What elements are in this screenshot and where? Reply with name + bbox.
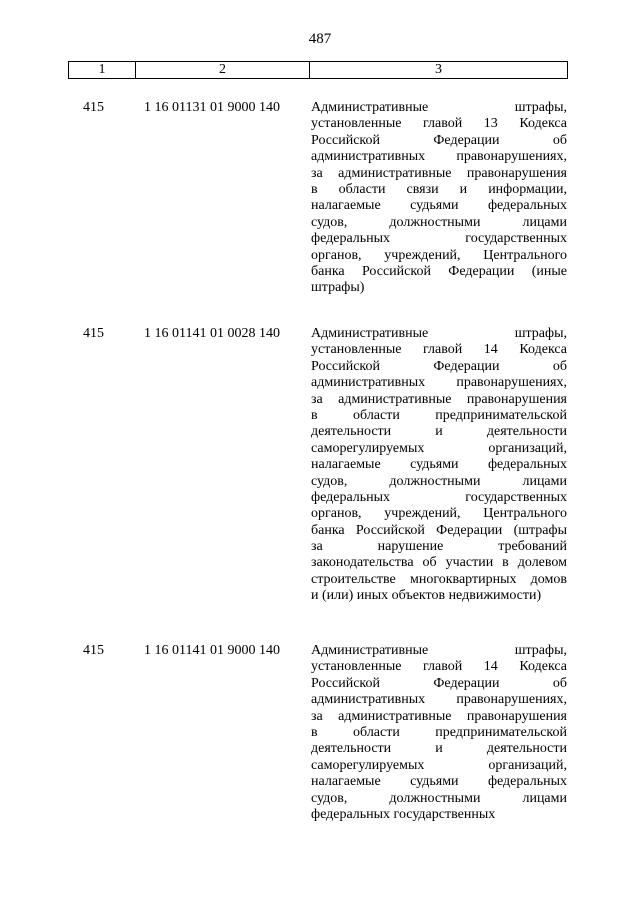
description-line: федеральных государственных bbox=[311, 806, 496, 822]
description-line: федеральных государственных bbox=[311, 489, 567, 505]
header-col-3: 3 bbox=[309, 62, 567, 78]
description-line: Административные штрафы, bbox=[311, 100, 567, 115]
description-line: в области связи и информации, bbox=[311, 181, 567, 197]
description-line: за административные правонарушения bbox=[311, 165, 567, 181]
description-line: и (или) иных объектов недвижимости) bbox=[311, 588, 542, 604]
revenue-code: 1 16 01141 01 0028 140 bbox=[144, 326, 280, 341]
table-header bbox=[68, 61, 568, 79]
description-line: налагаемые судьями федеральных bbox=[311, 198, 567, 214]
description-line: судов, должностными лицами bbox=[311, 790, 567, 806]
description-line: административных правонарушениях, bbox=[311, 692, 567, 708]
revenue-description bbox=[311, 100, 567, 297]
description-line: налагаемые судьями федеральных bbox=[311, 774, 567, 790]
description-line: налагаемые судьями федеральных bbox=[311, 457, 567, 473]
admin-code: 415 bbox=[83, 100, 104, 115]
revenue-description bbox=[311, 326, 567, 605]
admin-code: 415 bbox=[83, 643, 104, 658]
header-col-1: 1 bbox=[98, 62, 106, 77]
page-number: 487 bbox=[308, 31, 332, 47]
description-line: Административные штрафы, bbox=[311, 643, 567, 658]
description-line: за административные правонарушения bbox=[311, 391, 567, 407]
description-line: Российской Федерации об bbox=[311, 132, 567, 148]
description-line: федеральных государственных bbox=[311, 231, 567, 247]
description-line: органов, учреждений, Центрального bbox=[311, 506, 567, 522]
description-line: в области предпринимательской bbox=[311, 724, 567, 740]
description-line: Российской Федерации об bbox=[311, 358, 567, 374]
description-line: деятельности и деятельности bbox=[311, 741, 567, 757]
description-line: в области предпринимательской bbox=[311, 407, 567, 423]
description-line: установленные главой 13 Кодекса bbox=[311, 116, 567, 132]
description-line: установленные главой 14 Кодекса bbox=[311, 659, 567, 675]
revenue-code: 1 16 01131 01 9000 140 bbox=[144, 100, 280, 115]
description-line: саморегулируемых организаций, bbox=[311, 757, 567, 773]
description-line: судов, должностными лицами bbox=[311, 473, 567, 489]
description-line: административных правонарушениях, bbox=[311, 375, 567, 391]
description-line: деятельности и деятельности bbox=[311, 424, 567, 440]
description-line: законодательства об участии в долевом bbox=[311, 555, 567, 571]
description-line: органов, учреждений, Центрального bbox=[311, 247, 567, 263]
description-line: штрафы) bbox=[311, 280, 365, 296]
description-line: саморегулируемых организаций, bbox=[311, 440, 567, 456]
description-line: строительстве многоквартирных домов bbox=[311, 571, 567, 587]
revenue-code: 1 16 01141 01 9000 140 bbox=[144, 643, 280, 658]
description-line: банка Российской Федерации (штрафы bbox=[311, 522, 567, 538]
admin-code: 415 bbox=[83, 326, 104, 341]
description-line: Административные штрафы, bbox=[311, 326, 567, 341]
description-line: Российской Федерации об bbox=[311, 675, 567, 691]
description-line: установленные главой 14 Кодекса bbox=[311, 342, 567, 358]
description-line: административных правонарушениях, bbox=[311, 149, 567, 165]
description-line: банка Российской Федерации (иные bbox=[311, 263, 567, 279]
description-line: судов, должностными лицами bbox=[311, 214, 567, 230]
description-line: за нарушение требований bbox=[311, 539, 567, 555]
description-line: за административные правонарушения bbox=[311, 708, 567, 724]
revenue-description bbox=[311, 643, 567, 823]
header-col-2: 2 bbox=[135, 62, 309, 78]
